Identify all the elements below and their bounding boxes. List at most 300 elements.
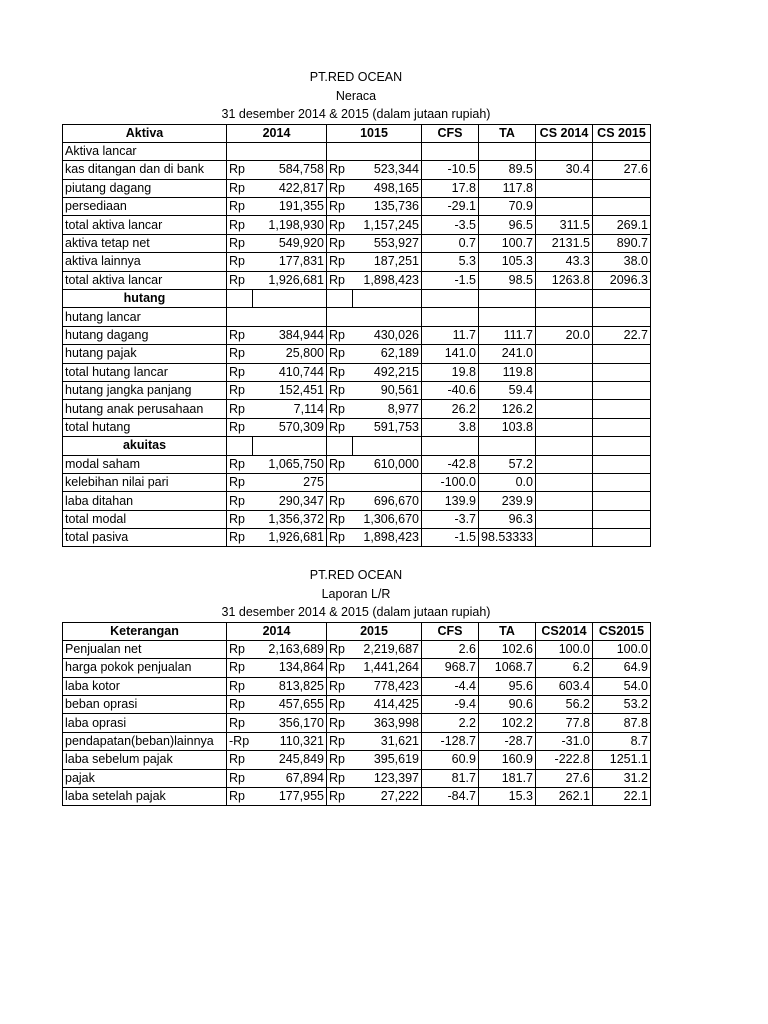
cs-2014-value: 6.2 <box>536 659 593 677</box>
currency-2015: Rp <box>327 418 353 436</box>
cs-2014-value <box>536 308 593 326</box>
value-2015: 778,423 <box>353 677 422 695</box>
row-label: kelebihan nilai pari <box>63 473 227 491</box>
cs-2014-value: 2131.5 <box>536 234 593 252</box>
lr-report-name: Laporan L/R <box>321 586 391 601</box>
cs-2015-value <box>593 198 651 216</box>
table-row <box>63 640 651 658</box>
empty-cell <box>422 437 479 455</box>
cs-2015-value: 269.1 <box>593 216 651 234</box>
ta-value: 15.3 <box>479 788 536 806</box>
lr-header-row <box>63 622 651 640</box>
value-2014: 2,163,689 <box>253 640 327 658</box>
cfs-value: 968.7 <box>422 659 479 677</box>
cs-2014-value <box>536 400 593 418</box>
currency-2014: -Rp <box>227 732 253 750</box>
cfs-value: -1.5 <box>422 271 479 289</box>
currency-2015 <box>327 308 353 326</box>
section-heading: hutang <box>63 290 227 308</box>
currency-2014: Rp <box>227 714 253 732</box>
table-row <box>63 659 651 677</box>
cfs-value: -9.4 <box>422 696 479 714</box>
header-2015: 2015 <box>327 622 422 640</box>
value-2015: 498,165 <box>353 179 422 197</box>
cfs-value: -128.7 <box>422 732 479 750</box>
cfs-value: 26.2 <box>422 400 479 418</box>
empty-cell <box>253 437 327 455</box>
cfs-value: 0.7 <box>422 234 479 252</box>
table-row <box>63 418 651 436</box>
currency-2015: Rp <box>327 529 353 547</box>
table-row <box>63 326 651 344</box>
currency-2015: Rp <box>327 253 353 271</box>
currency-2014: Rp <box>227 529 253 547</box>
cs-2015-value <box>593 492 651 510</box>
empty-cell <box>227 437 253 455</box>
table-row <box>63 473 651 491</box>
cs-2015-value: 8.7 <box>593 732 651 750</box>
cfs-value: 3.8 <box>422 418 479 436</box>
row-label: harga pokok penjualan <box>63 659 227 677</box>
cs-2014-value <box>536 363 593 381</box>
cfs-value: -3.7 <box>422 510 479 528</box>
currency-2014: Rp <box>227 659 253 677</box>
cs-2014-value <box>536 345 593 363</box>
currency-2015: Rp <box>327 510 353 528</box>
ta-value: 100.7 <box>479 234 536 252</box>
value-2015: 62,189 <box>353 345 422 363</box>
row-label: Penjualan net <box>63 640 227 658</box>
currency-2014: Rp <box>227 179 253 197</box>
cs-2014-value: -31.0 <box>536 732 593 750</box>
cs-2015-value <box>593 510 651 528</box>
table-row <box>63 271 651 289</box>
value-2015: 123,397 <box>353 769 422 787</box>
currency-2014: Rp <box>227 473 253 491</box>
value-2014: 275 <box>253 473 327 491</box>
cs-2014-value: 77.8 <box>536 714 593 732</box>
value-2015 <box>353 473 422 491</box>
value-2015: 2,219,687 <box>353 640 422 658</box>
cs-2015-value <box>593 142 651 160</box>
value-2014: 384,944 <box>253 326 327 344</box>
cfs-value <box>422 308 479 326</box>
ta-value: 103.8 <box>479 418 536 436</box>
currency-2014: Rp <box>227 216 253 234</box>
laba-rugi-body <box>63 640 651 806</box>
cs-2015-value: 890.7 <box>593 234 651 252</box>
row-label: laba ditahan <box>63 492 227 510</box>
cs-2015-value: 87.8 <box>593 714 651 732</box>
cfs-value: -10.5 <box>422 161 479 179</box>
currency-2014: Rp <box>227 363 253 381</box>
row-label: piutang dagang <box>63 179 227 197</box>
neraca-header-row <box>63 124 651 142</box>
value-2014: 356,170 <box>253 714 327 732</box>
cs-2015-value: 64.9 <box>593 659 651 677</box>
value-2014: 177,831 <box>253 253 327 271</box>
row-label: total pasiva <box>63 529 227 547</box>
value-2015: 430,026 <box>353 326 422 344</box>
value-2015: 523,344 <box>353 161 422 179</box>
cfs-value <box>422 142 479 160</box>
ta-value: 126.2 <box>479 400 536 418</box>
ta-value: 89.5 <box>479 161 536 179</box>
ta-value: 241.0 <box>479 345 536 363</box>
currency-2015: Rp <box>327 234 353 252</box>
cfs-value: 2.6 <box>422 640 479 658</box>
cfs-value: -84.7 <box>422 788 479 806</box>
cs-2015-value: 22.7 <box>593 326 651 344</box>
value-2015 <box>353 308 422 326</box>
cfs-value: 141.0 <box>422 345 479 363</box>
currency-2015: Rp <box>327 788 353 806</box>
value-2014: 570,309 <box>253 418 327 436</box>
cfs-value: 17.8 <box>422 179 479 197</box>
row-label: total hutang <box>63 418 227 436</box>
cs-2015-value <box>593 381 651 399</box>
cs-2014-value <box>536 142 593 160</box>
currency-2014: Rp <box>227 161 253 179</box>
empty-cell <box>479 437 536 455</box>
row-label: Aktiva lancar <box>63 142 227 160</box>
empty-cell <box>536 437 593 455</box>
value-2015: 1,306,670 <box>353 510 422 528</box>
table-row <box>63 142 651 160</box>
currency-2015: Rp <box>327 363 353 381</box>
table-row <box>63 788 651 806</box>
value-2014 <box>253 142 327 160</box>
currency-2014: Rp <box>227 455 253 473</box>
laba-rugi-section <box>62 566 650 806</box>
table-row <box>63 714 651 732</box>
cs-2015-value <box>593 473 651 491</box>
header-1015: 1015 <box>327 124 422 142</box>
header-cfs: CFS <box>422 124 479 142</box>
cs-2014-value <box>536 179 593 197</box>
cs-2015-value <box>593 179 651 197</box>
table-row <box>63 492 651 510</box>
header-aktiva: Aktiva <box>63 124 227 142</box>
cfs-value: -3.5 <box>422 216 479 234</box>
currency-2014: Rp <box>227 696 253 714</box>
header-cs2015: CS2015 <box>593 622 651 640</box>
currency-2015: Rp <box>327 179 353 197</box>
table-row <box>63 308 651 326</box>
ta-value: 239.9 <box>479 492 536 510</box>
currency-2015: Rp <box>327 492 353 510</box>
header-cs-2015: CS 2015 <box>593 124 651 142</box>
empty-cell <box>353 290 422 308</box>
currency-2014: Rp <box>227 510 253 528</box>
table-row <box>63 455 651 473</box>
cfs-value: -29.1 <box>422 198 479 216</box>
cs-2014-value <box>536 198 593 216</box>
row-label: total aktiva lancar <box>63 271 227 289</box>
table-row <box>63 179 651 197</box>
currency-2015: Rp <box>327 659 353 677</box>
cs-2014-value <box>536 473 593 491</box>
value-2015: 696,670 <box>353 492 422 510</box>
cfs-value: 19.8 <box>422 363 479 381</box>
table-row <box>63 198 651 216</box>
value-2014: 1,926,681 <box>253 271 327 289</box>
currency-2014: Rp <box>227 345 253 363</box>
ta-value: 1068.7 <box>479 659 536 677</box>
cs-2014-value <box>536 381 593 399</box>
currency-2015 <box>327 473 353 491</box>
value-2015: 135,736 <box>353 198 422 216</box>
cs-2014-value <box>536 510 593 528</box>
empty-cell <box>327 437 353 455</box>
table-row <box>63 510 651 528</box>
cs-2015-value <box>593 455 651 473</box>
ta-value: 96.3 <box>479 510 536 528</box>
row-label: laba setelah pajak <box>63 788 227 806</box>
currency-2015: Rp <box>327 455 353 473</box>
value-2015: 363,998 <box>353 714 422 732</box>
cs-2015-value: 53.2 <box>593 696 651 714</box>
currency-2015: Rp <box>327 345 353 363</box>
row-label: total hutang lancar <box>63 363 227 381</box>
empty-cell <box>479 290 536 308</box>
header-cs-2014: CS 2014 <box>536 124 593 142</box>
cs-2015-value: 100.0 <box>593 640 651 658</box>
value-2014: 813,825 <box>253 677 327 695</box>
table-row <box>63 751 651 769</box>
cs-2014-value: 30.4 <box>536 161 593 179</box>
table-row <box>63 696 651 714</box>
cs-2014-value: 603.4 <box>536 677 593 695</box>
row-label: hutang lancar <box>63 308 227 326</box>
currency-2015: Rp <box>327 400 353 418</box>
value-2015: 187,251 <box>353 253 422 271</box>
value-2014: 152,451 <box>253 381 327 399</box>
value-2015: 1,157,245 <box>353 216 422 234</box>
value-2015: 414,425 <box>353 696 422 714</box>
cs-2015-value <box>593 400 651 418</box>
value-2014: 191,355 <box>253 198 327 216</box>
cs-2014-value: 20.0 <box>536 326 593 344</box>
header-ta: TA <box>479 124 536 142</box>
currency-2015: Rp <box>327 714 353 732</box>
row-label: laba kotor <box>63 677 227 695</box>
ta-value: 160.9 <box>479 751 536 769</box>
cs-2014-value: 262.1 <box>536 788 593 806</box>
neraca-section <box>62 68 650 547</box>
cs-2014-value: 1263.8 <box>536 271 593 289</box>
currency-2014: Rp <box>227 677 253 695</box>
currency-2015: Rp <box>327 732 353 750</box>
table-row <box>63 381 651 399</box>
currency-2014: Rp <box>227 418 253 436</box>
value-2015: 90,561 <box>353 381 422 399</box>
row-label: total aktiva lancar <box>63 216 227 234</box>
cs-2015-value: 38.0 <box>593 253 651 271</box>
currency-2014: Rp <box>227 492 253 510</box>
cs-2015-value <box>593 308 651 326</box>
currency-2014: Rp <box>227 381 253 399</box>
neraca-table <box>62 124 651 548</box>
section-row <box>63 290 651 308</box>
currency-2015 <box>327 142 353 160</box>
cfs-value: 5.3 <box>422 253 479 271</box>
empty-cell <box>353 437 422 455</box>
table-row <box>63 363 651 381</box>
empty-cell <box>327 290 353 308</box>
value-2015: 27,222 <box>353 788 422 806</box>
value-2015: 492,215 <box>353 363 422 381</box>
empty-cell <box>253 290 327 308</box>
row-label: hutang anak perusahaan <box>63 400 227 418</box>
cs-2014-value <box>536 455 593 473</box>
cs-2014-value <box>536 492 593 510</box>
cfs-value: 11.7 <box>422 326 479 344</box>
currency-2014: Rp <box>227 326 253 344</box>
laba-rugi-table <box>62 622 651 807</box>
cfs-value: -100.0 <box>422 473 479 491</box>
ta-value: 105.3 <box>479 253 536 271</box>
row-label: laba oprasi <box>63 714 227 732</box>
cfs-value: -42.8 <box>422 455 479 473</box>
neraca-company: PT.RED OCEAN <box>309 70 403 84</box>
table-row <box>63 216 651 234</box>
row-label: persediaan <box>63 198 227 216</box>
ta-value: 117.8 <box>479 179 536 197</box>
cs-2014-value: -222.8 <box>536 751 593 769</box>
empty-cell <box>422 290 479 308</box>
ta-value: 102.6 <box>479 640 536 658</box>
header-2014: 2014 <box>227 622 327 640</box>
row-label: kas ditangan dan di bank <box>63 161 227 179</box>
lr-company: PT.RED OCEAN <box>309 568 403 582</box>
table-row <box>63 529 651 547</box>
cs-2014-value: 311.5 <box>536 216 593 234</box>
value-2014: 549,920 <box>253 234 327 252</box>
cs-2014-value: 43.3 <box>536 253 593 271</box>
value-2014: 1,926,681 <box>253 529 327 547</box>
cs-2015-value: 31.2 <box>593 769 651 787</box>
value-2014 <box>253 308 327 326</box>
row-label: modal saham <box>63 455 227 473</box>
value-2014: 422,817 <box>253 179 327 197</box>
currency-2014 <box>227 142 253 160</box>
value-2014: 7,114 <box>253 400 327 418</box>
ta-value: 0.0 <box>479 473 536 491</box>
cfs-value: 139.9 <box>422 492 479 510</box>
cfs-value: 2.2 <box>422 714 479 732</box>
currency-2014: Rp <box>227 640 253 658</box>
neraca-period: 31 desember 2014 & 2015 (dalam jutaan rupiah) <box>221 107 491 121</box>
table-row <box>63 345 651 363</box>
ta-value: 95.6 <box>479 677 536 695</box>
neraca-body <box>63 142 651 547</box>
value-2014: 67,894 <box>253 769 327 787</box>
currency-2014: Rp <box>227 198 253 216</box>
header-keterangan: Keterangan <box>63 622 227 640</box>
table-row <box>63 677 651 695</box>
cs-2015-value <box>593 529 651 547</box>
ta-value <box>479 308 536 326</box>
ta-value: 111.7 <box>479 326 536 344</box>
ta-value <box>479 142 536 160</box>
currency-2015: Rp <box>327 326 353 344</box>
table-row <box>63 253 651 271</box>
cfs-value: -4.4 <box>422 677 479 695</box>
cs-2014-value: 100.0 <box>536 640 593 658</box>
cs-2015-value <box>593 345 651 363</box>
cfs-value: 60.9 <box>422 751 479 769</box>
ta-value: 70.9 <box>479 198 536 216</box>
row-label: laba sebelum pajak <box>63 751 227 769</box>
cs-2014-value <box>536 529 593 547</box>
ta-value: 98.53333 <box>479 529 536 547</box>
cs-2015-value <box>593 418 651 436</box>
currency-2014: Rp <box>227 788 253 806</box>
currency-2015: Rp <box>327 216 353 234</box>
value-2014: 1,065,750 <box>253 455 327 473</box>
cs-2014-value: 27.6 <box>536 769 593 787</box>
currency-2014: Rp <box>227 234 253 252</box>
cs-2015-value: 27.6 <box>593 161 651 179</box>
row-label: aktiva lainnya <box>63 253 227 271</box>
cfs-value: -1.5 <box>422 529 479 547</box>
value-2015: 1,898,423 <box>353 271 422 289</box>
value-2014: 177,955 <box>253 788 327 806</box>
currency-2015: Rp <box>327 381 353 399</box>
value-2014: 290,347 <box>253 492 327 510</box>
currency-2015: Rp <box>327 271 353 289</box>
currency-2014: Rp <box>227 751 253 769</box>
currency-2015: Rp <box>327 769 353 787</box>
ta-value: 98.5 <box>479 271 536 289</box>
currency-2015: Rp <box>327 751 353 769</box>
ta-value: 102.2 <box>479 714 536 732</box>
cs-2015-value: 54.0 <box>593 677 651 695</box>
empty-cell <box>593 437 651 455</box>
value-2014: 25,800 <box>253 345 327 363</box>
ta-value: 57.2 <box>479 455 536 473</box>
currency-2015: Rp <box>327 677 353 695</box>
row-label: hutang jangka panjang <box>63 381 227 399</box>
header-ta: TA <box>479 622 536 640</box>
value-2014: 1,198,930 <box>253 216 327 234</box>
ta-value: 96.5 <box>479 216 536 234</box>
value-2014: 134,864 <box>253 659 327 677</box>
value-2014: 1,356,372 <box>253 510 327 528</box>
value-2015: 553,927 <box>353 234 422 252</box>
value-2014: 410,744 <box>253 363 327 381</box>
table-row <box>63 732 651 750</box>
value-2015: 8,977 <box>353 400 422 418</box>
header-2014: 2014 <box>227 124 327 142</box>
value-2015: 591,753 <box>353 418 422 436</box>
value-2014: 584,758 <box>253 161 327 179</box>
cs-2015-value: 1251.1 <box>593 751 651 769</box>
currency-2014: Rp <box>227 253 253 271</box>
ta-value: 181.7 <box>479 769 536 787</box>
cs-2014-value <box>536 418 593 436</box>
currency-2015: Rp <box>327 640 353 658</box>
row-label: beban oprasi <box>63 696 227 714</box>
value-2015: 31,621 <box>353 732 422 750</box>
value-2015: 1,898,423 <box>353 529 422 547</box>
ta-value: 59.4 <box>479 381 536 399</box>
currency-2014 <box>227 308 253 326</box>
ta-value: 90.6 <box>479 696 536 714</box>
empty-cell <box>536 290 593 308</box>
row-label: total modal <box>63 510 227 528</box>
